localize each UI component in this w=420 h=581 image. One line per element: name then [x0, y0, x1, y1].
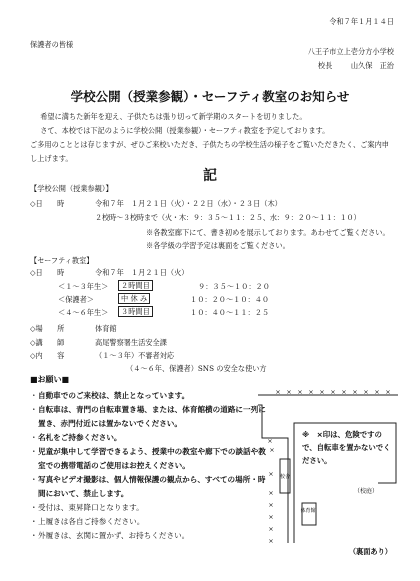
gym-label: 体育館	[300, 508, 316, 514]
intro-line-1: 希望に満ちた新年を迎え、子供たちは張り切って新学期のスタートを切りました。	[40, 112, 307, 121]
schedule-period-2: 中 休 み	[118, 293, 150, 304]
recipient: 保護者の皆様	[30, 40, 74, 49]
safety-content-label: ◇内 容	[30, 351, 65, 360]
svg-text:×: ×	[297, 388, 303, 396]
safety-lecturer: 高尾警察署生活安全課	[95, 338, 167, 347]
principal-name: 山久保 正治	[350, 61, 394, 70]
page-title: 学校公開（授業参観）・セーフティ教室のお知らせ	[70, 89, 350, 104]
request-item: ・ 自転車は、青門の自転車置き場、または、体育館横の道路に一列に置き、赤門付近には置かないでください。	[30, 405, 266, 428]
svg-text:×: ×	[275, 388, 281, 396]
intro-line-2: さて、本校では下記のように学校公開（授業参観）・セーフティ教室を予定しております。	[40, 126, 330, 135]
svg-text:×: ×	[286, 388, 292, 396]
svg-text:×: ×	[308, 388, 314, 396]
safety-content-1: （１～３年）不審者対応	[95, 351, 175, 360]
request-item: ・ 上履きは各自ご持参ください。	[30, 517, 145, 526]
request-item: ・ 外履きは、玄関に置かず、お持ちください。	[30, 531, 190, 540]
svg-text:×: ×	[352, 388, 358, 396]
map-note: ※ ×印は、危険ですので、自転車を置かないでください。	[302, 430, 391, 465]
open-day-note-2: ※各学級の学習予定は裏面をご覧ください。	[146, 241, 290, 250]
svg-text:×: ×	[319, 388, 325, 396]
reverse-side-note: （裏面あり）	[348, 547, 392, 556]
svg-text:×: ×	[268, 513, 274, 521]
svg-text:×: ×	[268, 470, 274, 478]
schedule-time-1: ９：３５～１０：２０	[198, 282, 270, 291]
svg-text:×: ×	[374, 388, 380, 396]
svg-text:×: ×	[268, 489, 274, 497]
requests-list	[30, 389, 273, 543]
schedule-period-1: ２時間目	[118, 280, 153, 291]
safety-place: 体育館	[95, 324, 117, 333]
svg-text:×: ×	[363, 388, 369, 396]
school-name: 八王子市立上壱分方小学校	[307, 47, 394, 56]
request-item: ・ 自動車でのご来校は、禁止となっています。	[30, 391, 190, 400]
svg-text:×: ×	[341, 388, 347, 396]
issue-date: 令和７年１月１４日	[329, 17, 394, 26]
safety-place-label: ◇場 所	[30, 324, 65, 333]
schedule-time-3: １０：４０～１１：２５	[190, 308, 270, 317]
school-label: 校舎	[279, 474, 291, 480]
request-item: ・ 受付は、東昇降口となります。	[30, 503, 144, 512]
schedule-group-1: ＜１～３年生＞	[58, 282, 109, 291]
open-day-note-1: ※各教室廊下にて、書き初めを展示しております。あわせてご覧ください。	[146, 228, 390, 237]
open-day-date: 令和７年 １月２１日（火）・２２日（水）・２３日（木）	[95, 199, 282, 208]
request-item: ・ 写真やビデオ撮影は、個人情報保護の観点から、すべての場所・時間において、禁止します。	[30, 475, 266, 498]
svg-text:×: ×	[385, 388, 391, 396]
bicycle-parking-map	[258, 383, 408, 553]
ki-heading: 記	[203, 168, 217, 184]
intro-line-3: ご多用のこととは存じますが、ぜひご来校いただき、子供たちの学校生活の様子をご覧いただきたく、ご案内申し上げます。	[30, 140, 389, 163]
schedule-group-2: ＜保護者＞	[58, 295, 94, 304]
requests-heading: ■お願い■	[30, 375, 70, 384]
safety-lecturer-label: ◇講 師	[30, 338, 65, 347]
request-item: ・ 名札をご持参ください。	[30, 433, 122, 442]
principal-title: 校長	[317, 61, 333, 70]
safety-date: 令和７年 １月２１日（火）	[95, 268, 189, 277]
principal-signature	[318, 61, 394, 70]
safety-date-label: ◇日 時	[30, 268, 65, 277]
open-day-time: ２校時～３校時まで（火・木：９：３５～１１：２５、水：９：２０～１１：１０）	[95, 213, 361, 222]
svg-text:×: ×	[269, 446, 275, 454]
open-day-date-label: ◇日 時	[30, 199, 65, 208]
ground-label: （校庭）	[353, 488, 379, 495]
svg-text:×: ×	[330, 388, 336, 396]
safety-content-2: （４～６年、保護者）SNS の安全な使い方	[126, 364, 267, 373]
open-day-heading: 【学校公開（授業参観）】	[30, 184, 113, 193]
svg-text:×: ×	[268, 537, 274, 545]
schedule-period-3: ３時間目	[118, 306, 153, 317]
svg-text:×: ×	[268, 501, 274, 509]
schedule-time-2: １０：２０～１０：４０	[190, 295, 270, 304]
request-item: ・ 児童が集中して学習できるよう、授業中の教室や廊下での談話や教室での携帯電話のご使用はお控えください。	[30, 447, 266, 470]
safety-heading: 【セーフティ教室】	[30, 256, 94, 265]
svg-text:×: ×	[268, 525, 274, 533]
schedule-group-3: ＜４～６年生＞	[58, 308, 109, 317]
svg-text:×: ×	[267, 437, 273, 445]
